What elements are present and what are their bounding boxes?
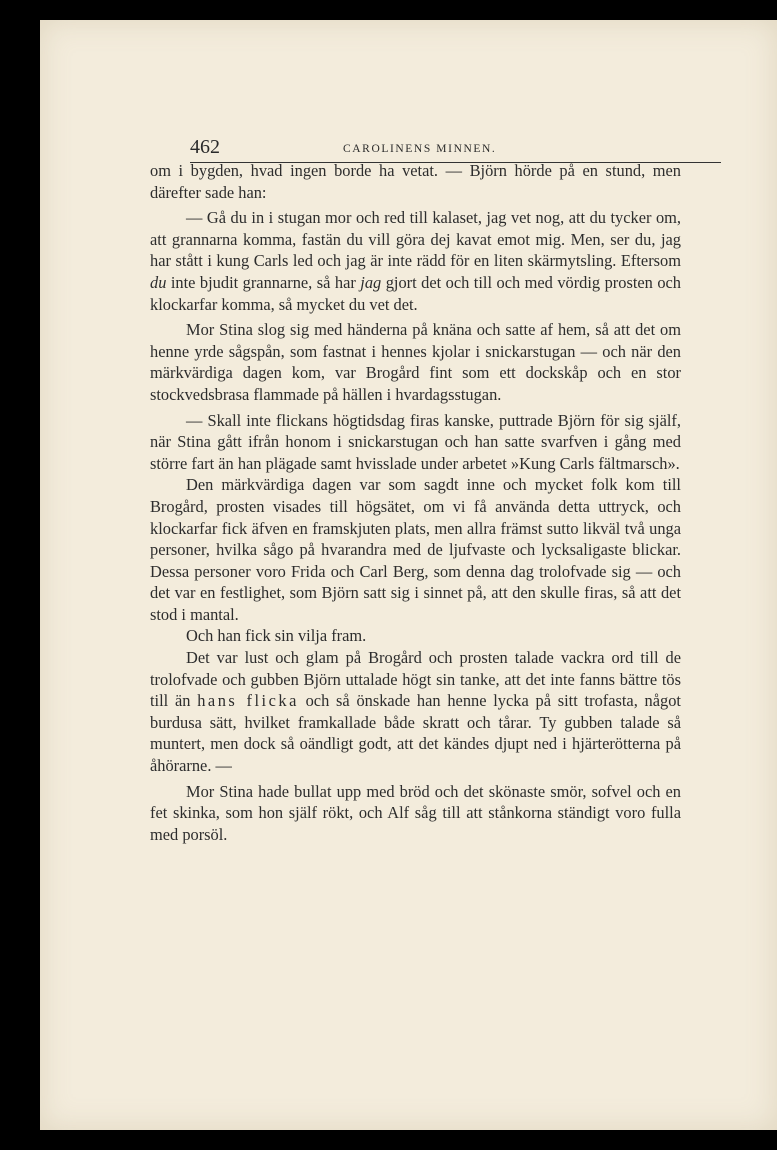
paragraph: Och han fick sin vilja fram.	[186, 626, 367, 646]
emphasis: du	[150, 272, 167, 292]
paragraph	[150, 647, 681, 777]
page-number: 462	[190, 136, 220, 158]
text-run: inte bjudit grannarne, så har	[170, 272, 356, 292]
emphasis: jag	[360, 272, 382, 292]
paragraph: Mor Stina slog sig med händerna på knäna och satte af hem, så att det om henne yrde sågspån, som fastnat i hennes kjolar i snickarstugan — och när den märkvärdiga dagen kom, var Brogård fint som ett dockskåp och en stor stockvedsbrasa flammade på hällen i hvardagsstugan.	[150, 320, 681, 404]
spaced-emphasis: hans flicka	[197, 691, 299, 711]
text-run: gjort det och till och med vördig prosten och klockarfar komma, så mycket du vet det.	[150, 272, 681, 314]
paragraph: om i bygden, hvad ingen borde ha vetat. — Björn hörde på en stund, men därefter sade han:	[150, 161, 681, 202]
paragraph: — Skall inte flickans högtidsdag firas kanske, puttrade Björn för sig själf, när Stina gått ifrån honom i snickarstugan och han satte svarfven i gång med större fart än han plägade samt hvisslade under arbetet »Kung Carls fältmarsch».	[150, 410, 681, 473]
paragraph	[150, 207, 681, 315]
text-run: Det var lust och glam på Brogård och prosten talade vackra ord till de trolofvade och gubben Björn uttalade högt sin tanke, att det inte fanns bättre tös till än	[150, 648, 681, 711]
text-run: — Gå du in i stugan mor och red till kalaset, jag vet nog, att du tycker om, att grannarna komma, fastän du vill göra dej kavat emot mig. Men, ser du, jag har stått i kung Carls led och jag är inte rädd för en liten skärmytsling. Eftersom	[150, 208, 681, 271]
paragraph: Den märkvärdiga dagen var som sagdt inne och mycket folk kom till Brogård, prosten visades till högsätet, om vi få använda detta uttryck, och klockarfar fick äfven en framskjuten plats, men allra främst sutto likväl två unga personer, hvilka sågo på hvarandra med de ljufvaste och lycksaligaste blickar. Dessa personer voro Frida och Carl Berg, som denna dag trolofvade sig — och det var en festlighet, som Björn satt sig i sinnet på, att den skulle firas, så att det stod i mantal.	[150, 475, 681, 624]
text-run: och så önskade han henne lycka på sitt trofasta, något burdusa sätt, hvilket framkallade både skratt och tårar. Ty gubben talade så muntert, men dock så oändligt godt, att det kändes djupt ned i hjärterötterna på åhörarne. —	[150, 691, 681, 776]
page-header	[190, 122, 721, 163]
running-head: CAROLINENS MINNEN.	[343, 143, 497, 155]
body-text	[150, 160, 681, 845]
paragraph: Mor Stina hade bullat upp med bröd och det skönaste smör, sofvel och en fet skinka, som hon själf rökt, och Alf såg till att stånkorna ständigt voro fulla med porsöl.	[150, 781, 681, 844]
